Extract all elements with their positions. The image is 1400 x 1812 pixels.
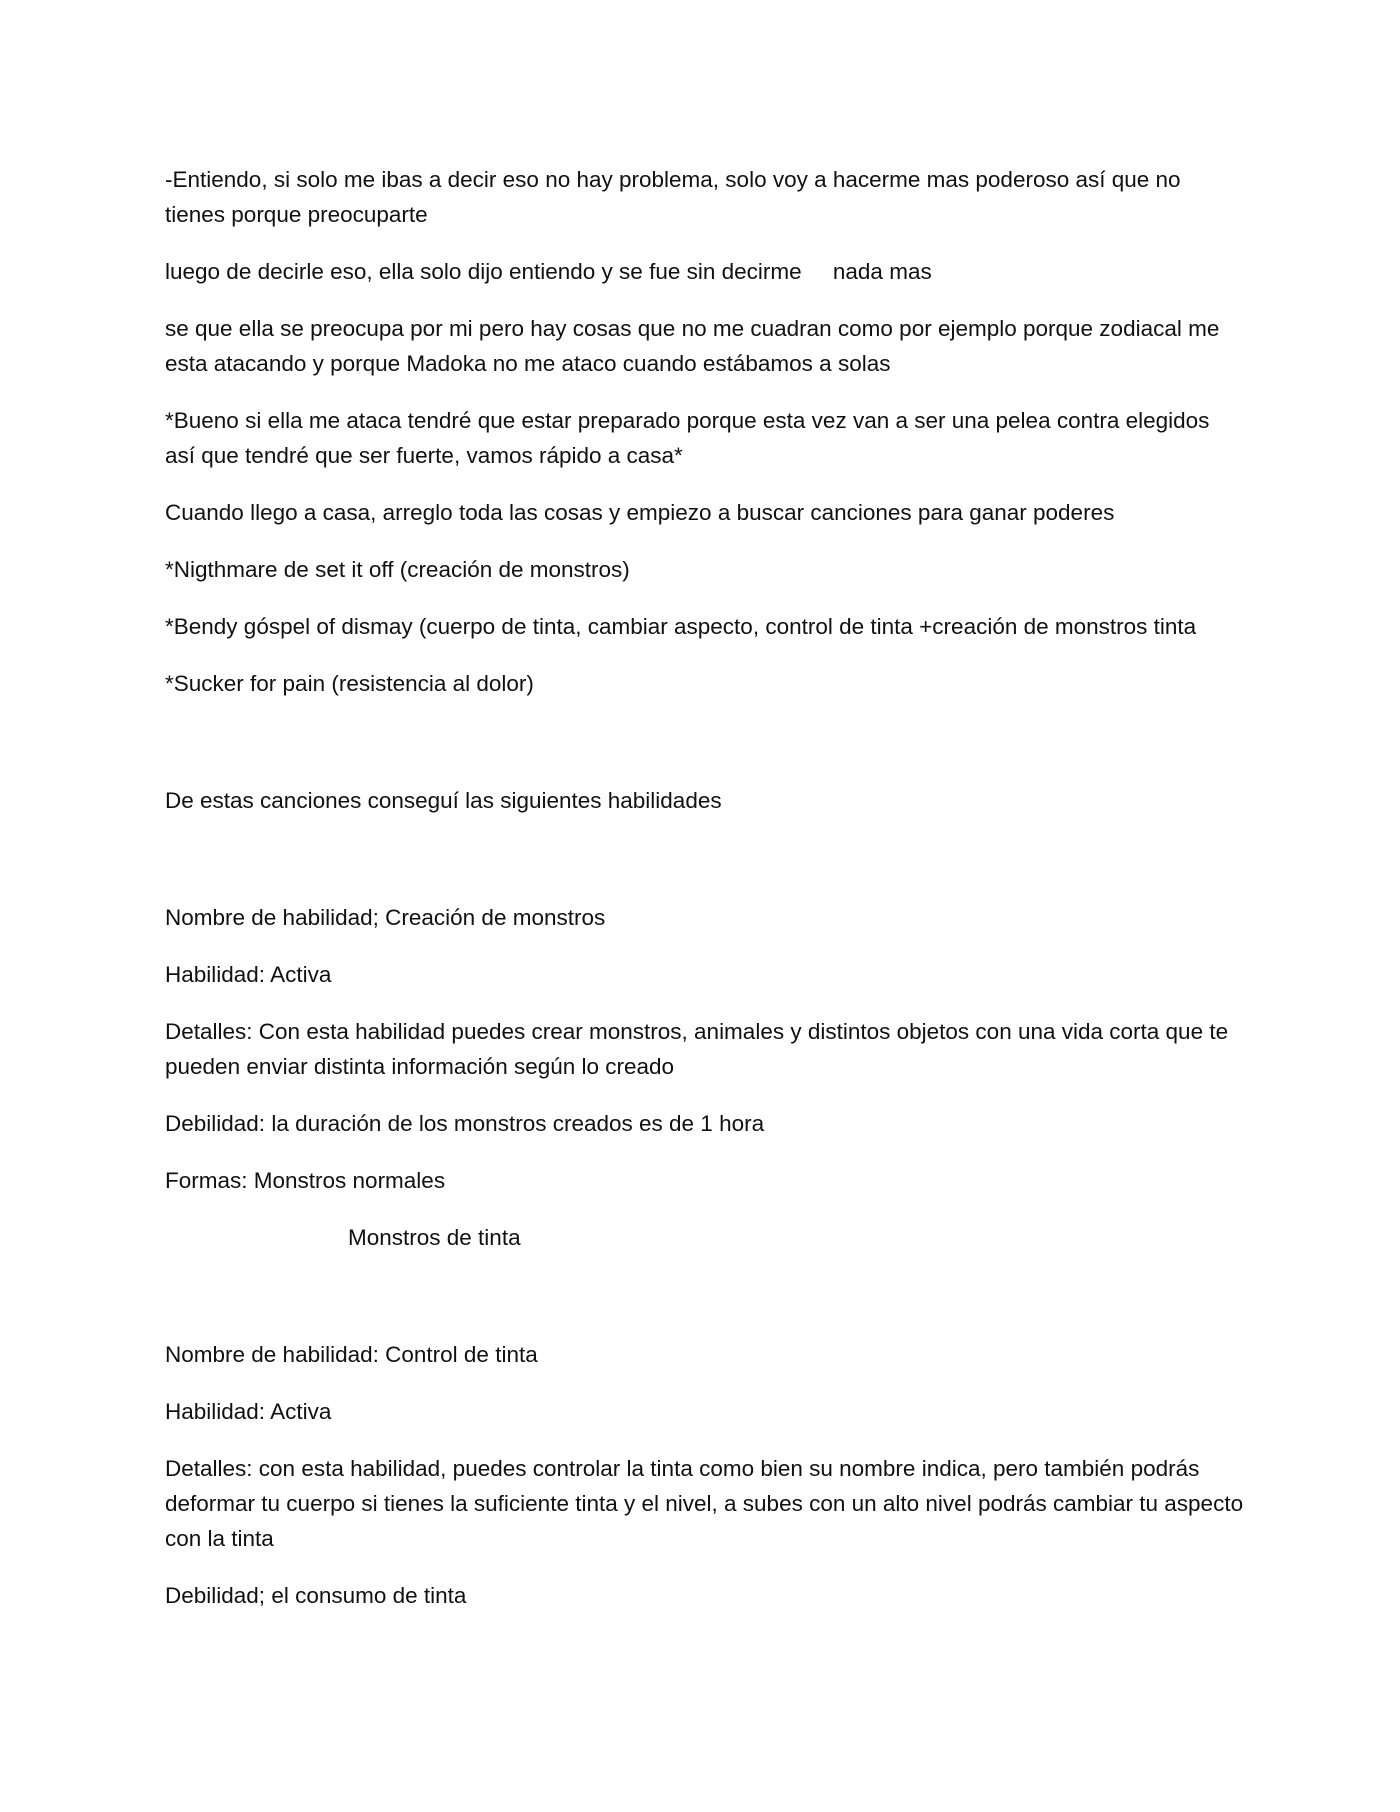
spacer bbox=[165, 840, 1245, 900]
ability-details: Detalles: con esta habilidad, puedes controlar la tinta como bien su nombre indica, pero también podrás deformar tu cuerpo si tienes la suficiente tinta y el nivel, a subes con un alto nivel podrás cambiar tu aspecto con la tinta bbox=[165, 1456, 1250, 1551]
ability-type: Habilidad: Activa bbox=[165, 1399, 332, 1424]
ability-weakness: Debilidad: la duración de los monstros creados es de 1 hora bbox=[165, 1111, 765, 1136]
ability-type: Habilidad: Activa bbox=[165, 962, 332, 987]
ability-block-monster-creation bbox=[165, 900, 1245, 1255]
ability-forms: Formas: Monstros normales bbox=[165, 1168, 446, 1193]
spacer bbox=[165, 723, 1245, 783]
document-body bbox=[165, 162, 1250, 1635]
ability-name: Nombre de habilidad; Creación de monstros bbox=[165, 905, 606, 930]
paragraph-narration: Cuando llego a casa, arreglo toda las cosas y empiezo a buscar canciones para ganar poderes bbox=[165, 500, 1115, 525]
ability-block-ink-control bbox=[165, 1337, 1250, 1613]
paragraph-narration: luego de decirle eso, ella solo dijo entiendo y se fue sin decirme nada mas bbox=[165, 259, 932, 284]
song-list-item: *Bendy góspel of dismay (cuerpo de tinta, cambiar aspecto, control de tinta +creación de monstros tinta bbox=[165, 614, 1197, 639]
song-list-item: *Sucker for pain (resistencia al dolor) bbox=[165, 671, 534, 696]
ability-forms-extra: Monstros de tinta bbox=[348, 1225, 521, 1250]
paragraph-dialogue: -Entiendo, si solo me ibas a decir eso no hay problema, solo voy a hacerme mas poderoso así que no tienes porque preocuparte bbox=[165, 167, 1187, 227]
paragraph-narration: se que ella se preocupa por mi pero hay cosas que no me cuadran como por ejemplo porque zodiacal me esta atacando y porque Madoka no me ataco cuando estábamos a solas bbox=[165, 316, 1226, 376]
spacer bbox=[165, 1277, 1245, 1337]
song-list-item: *Nigthmare de set it off (creación de monstros) bbox=[165, 557, 630, 582]
paragraph-thought: *Bueno si ella me ataca tendré que estar preparado porque esta vez van a ser una pelea contra elegidos así que tendré que ser fuerte, vamos rápido a casa* bbox=[165, 408, 1216, 468]
ability-details: Detalles: Con esta habilidad puedes crear monstros, animales y distintos objetos con una vida corta que te pueden enviar distinta información según lo creado bbox=[165, 1019, 1235, 1079]
abilities-intro: De estas canciones conseguí las siguientes habilidades bbox=[165, 788, 722, 813]
ability-weakness: Debilidad; el consumo de tinta bbox=[165, 1583, 467, 1608]
ability-name: Nombre de habilidad: Control de tinta bbox=[165, 1342, 538, 1367]
